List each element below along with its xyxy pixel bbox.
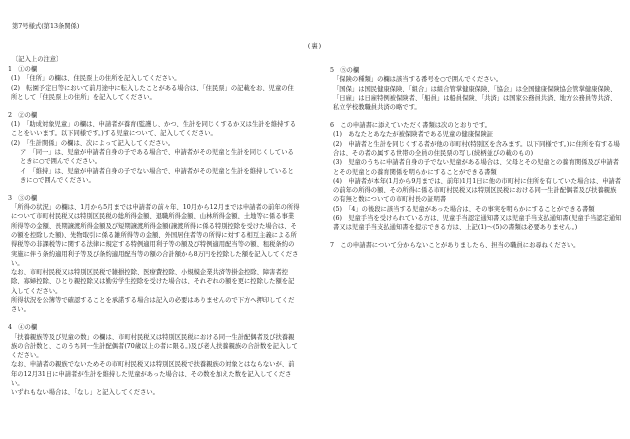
section-3-paragraph-2: なお、市町村民税又は特別区民税で雑損控除、医療費控除、小規模企業共済等掛金控除、障害者控除、寡婦控除、ひとり親控除又は勤労学生控除を受けた場合は、それぞれの額を更に控除した額を記入してください。: [11, 269, 295, 295]
section-4-paragraph-1: 「扶養親族等及び児童の数」の欄は、市町村民税又は特別区民税における同一生計配偶者及び扶養親族の合計数と、このうち同一生計配偶者(70歳以上の者に限る。)及び老人扶養親族の合計数を記入してください。: [11, 333, 298, 360]
section-1-title: 1 ①の欄: [8, 66, 38, 73]
section-6-item-6: (6) 児童手当を受けられている方は、児童手当認定通知書又は児童手当支払通知書(児童手当認定通知書又は児童手当支払通知書を提示できる方は、上記(1)〜(5)の書類は必要ありません。): [333, 215, 622, 232]
section-4-title: 4 ④の欄: [8, 324, 38, 332]
form-number: 第7号様式(第13条関係): [12, 23, 80, 30]
section-6-item-3: (3) 児童のうちに申請者自身の子でない児童がある場合は、父母とその児童との養育関係及び申請者とその児童との養育関係を明らかにすることができる書類: [333, 159, 619, 176]
notes-heading: 〔記入上の注意〕: [12, 56, 63, 63]
section-2: [8, 111, 300, 185]
section-7: [330, 241, 622, 250]
section-2-item-1: (1) 「助成対象児童」の欄は、申請者が養育(監護し、かつ、生計を同じくするか又は生計を維持することをいいます。以下同様です。)する児童について、記入してください。: [11, 121, 297, 138]
section-4: [8, 323, 300, 397]
section-7-title: 7 この申請書について分からないことがありましたら、担当の職員にお尋ねください。: [330, 242, 580, 250]
section-6-item-4: (4) 申請者が本年(1月から9月までは、前年)1月1日に他の市町村に住所を有していた場合は、申請者の前年の所得の額、その所得に係る市町村民税又は特別区民税における同一生計配偶者及び扶養親族の有無と数についての市町村長の証明書: [333, 177, 622, 204]
section-6-item-5: (5) 「4」の後段に該当する児童があった場合は、その事実を明らかにすることができる書類: [333, 205, 595, 213]
section-3-paragraph-1: 「所得の状況」の欄は、1月から5月までは申請者の前々年、10月から12月までは申請者の前年の所得について市町村民税又は特別区民税の総所得金額、退職所得金額、山林所得金額、土地等に係る事業所得等の金額、長期譲渡所得金額及び短期譲渡所得金額(譲渡所得に係る特別控除を受けた場合は、その額を控除した額)、先物取引に係る雑所得等の金額、外国居住者等の所得に対する相互主義による所得税等の非課税等に関する法律に規定する特例適用利子等の額及び特例適用配当等の額、租税条約の実施に伴う条約適用利子等及び条約適用配当等の額の合計額から8万円を控除した額を記入してください。: [11, 204, 300, 267]
section-6: [330, 121, 622, 233]
section-4-paragraph-2: なお、申請者の親族でないためその市町村民税又は特別区民税で扶養親族の対象とはならないが、前年の12月31日に申請者が生計を維持した児童があった場合は、その数を加えた数を記入してください。: [11, 361, 295, 387]
section-1-item-2: (2) 転園予定日等において前月途中に転入したことがある場合は、「住民票」の記載をお、児童の住所として「住民票上の住所」を記入してください。: [11, 84, 294, 101]
section-6-item-1: (1) あなたとあなたが被保険者である児童の健康保険証: [333, 131, 494, 139]
section-5-paragraph-2: 「国保」は国民健康保険、「組合」は組合管掌健康保険、「協会」は全国健康保険協会管掌健康保険、「日雇」は日雇特例被保険者、「船員」は船員保険、「共済」は国家公務員共済、地方公務員等共済、私立学校教職員共済の略です。: [333, 85, 617, 112]
section-5-paragraph-1: 「保険の種類」の欄は該当する番号を○で囲んでください。: [333, 76, 503, 84]
left-column: [8, 65, 300, 406]
section-1-item-1: (1) 「住所」の欄は、住民票上の住所を記入してください。: [11, 75, 181, 83]
section-2-title: 2 ②の欄: [8, 111, 38, 119]
section-2-item-b: イ 「維持」は、児童が申請者自身の子でない場合で、申請者がその児童と生計を維持しているときに○で囲んでください。: [20, 167, 294, 184]
section-5: [330, 66, 622, 112]
section-6-item-2: (2) 申請者と生計を同じくする者が他の市町村(特別区を含みます。以下同様です。)に住所を有する場合は、その者の属する世帯の全員の住民票の写し(続柄並びの載のもの): [333, 140, 620, 157]
section-3-paragraph-3: 所得状況を公簿等で確認することを承諾する場合は記入の必要はありませんので下方へ押印してください。: [11, 297, 295, 314]
section-1: [8, 65, 300, 102]
section-4-paragraph-3: いずれもない場合は、「なし」と記入してください。: [11, 389, 159, 397]
section-2-item-2: (2) 「生計関係」の欄は、次によって記入してください。: [11, 139, 175, 147]
section-2-item-a: ア 「同一」は、児童が申請者自身の子である場合で、申請者がその児童と生計を同じくしているときに○で囲んでください。: [20, 148, 294, 166]
section-3-title: 3 ③の欄: [8, 194, 38, 202]
right-column: [330, 66, 622, 259]
section-6-title: 6 この申請書に添えていただく書類は次のとおりです。: [330, 122, 491, 130]
section-5-title: 5 ⑤の欄: [330, 67, 360, 74]
section-3: [8, 194, 300, 315]
reverse-side-label: (裏): [307, 43, 323, 50]
